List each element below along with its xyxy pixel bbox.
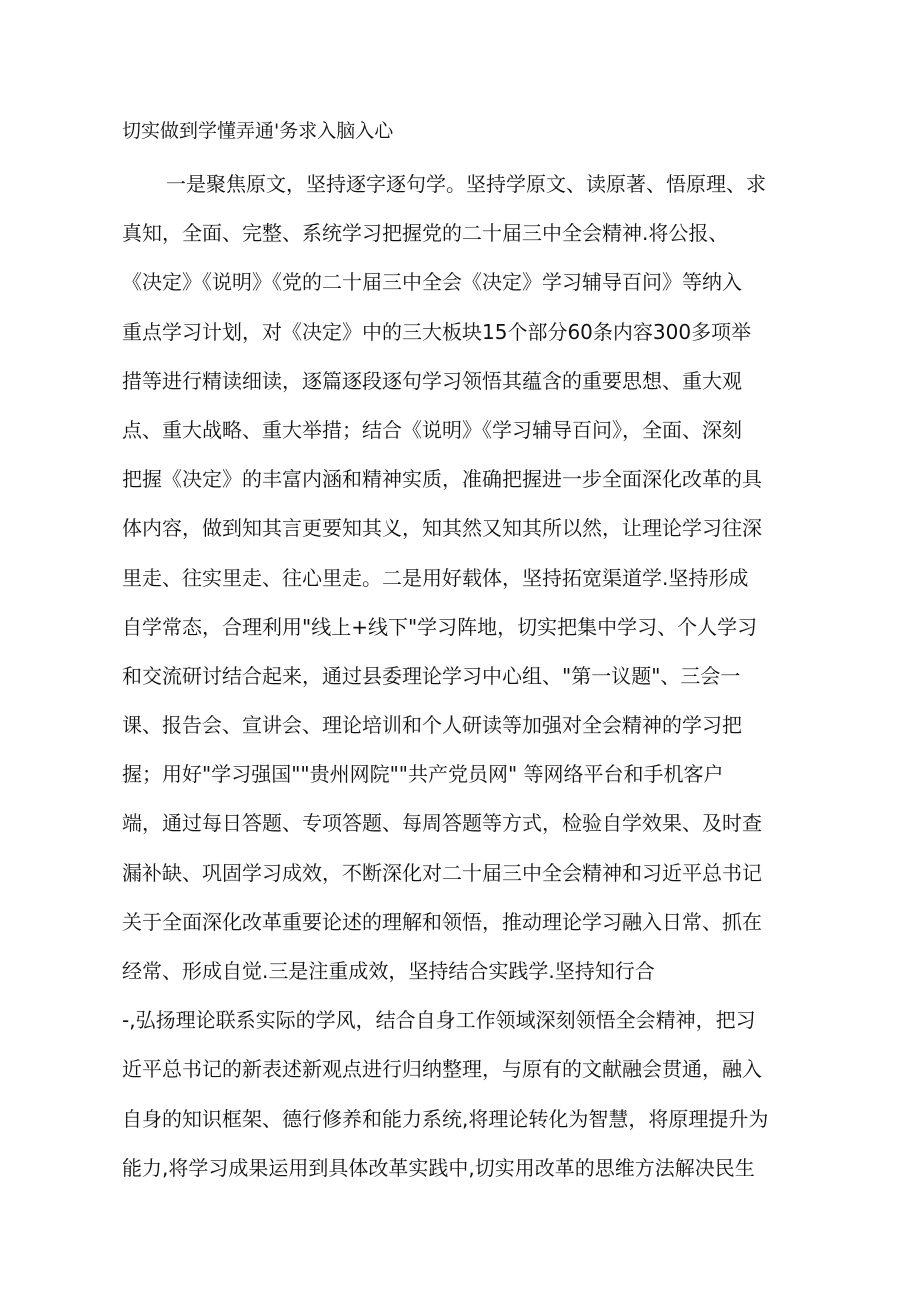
text-line: 能力,将学习成果运用到具体改革实践中,切实用改革的思维方法解决民生 — [122, 1155, 755, 1180]
text-line: 自身的知识框架、德行修养和能力系统,将理论转化为智慧，将原理提升为 — [122, 1106, 769, 1131]
text-line: 握；用好"学习强国""贵州网院""共产党员网" 等网络平台和手机客户 — [122, 762, 724, 787]
text-line: 把握《决定》的丰富内涵和精神实质，准确把握进一步全面深化改革的具 — [122, 467, 762, 492]
section-heading: 切实做到学懂弄通'务求入脑入心 — [122, 120, 394, 142]
text-line: 自学常态，合理利用"线上+线下"学习阵地，切实把集中学习、个人学习 — [122, 614, 758, 639]
text-line: 一是聚焦原文，坚持逐字逐句学。坚持学原文、读原著、悟原理、求 — [166, 172, 766, 196]
text-line: -,弘扬理论联系实际的学风，结合自身工作领域深刻领悟全会精神，把习 — [122, 1008, 756, 1033]
text-line: 近平总书记的新表述新观点进行归纳整理，与原有的文献融会贯通，融入 — [122, 1057, 762, 1082]
body-paragraph — [122, 168, 802, 1201]
text-line: 端，通过每日答题、专项答题、每周答题等方式，检验自学效果、及时查 — [122, 811, 762, 836]
text-line: 重点学习计划，对《决定》中的三大板块15个部分60条内容300多项举 — [122, 319, 752, 344]
text-line: 关于全面深化改革重要论述的理解和领悟，推动理论学习融入日常、抓在 — [122, 909, 762, 934]
text-line: 真知，全面、完整、系统学习把握党的二十届三中全会精神.将公报、 — [122, 221, 729, 246]
text-line: 课、报告会、宣讲会、理论培训和个人研读等加强对全会精神的学习把 — [122, 713, 742, 738]
text-line: 措等进行精读细读，逐篇逐段逐句学习领悟其蕴含的重要思想、重大观 — [122, 368, 742, 393]
text-line: 里走、往实里走、往心里走。二是用好载体，坚持拓宽渠道学.坚持形成 — [122, 565, 749, 590]
text-line: 和交流研讨结合起来，通过县委理论学习中心组、"第一议题"、三会一 — [122, 663, 741, 688]
text-line: 点、重大战略、重大举措；结合《说明》《学习辅导百问》，全面、深刻 — [122, 417, 742, 442]
text-line: 经常、形成自觉.三是注重成效，坚持结合实践学.坚持知行合 — [122, 959, 655, 983]
text-line: 漏补缺、巩固学习成效，不断深化对二十届三中全会精神和习近平总书记 — [122, 860, 762, 885]
text-line: 体内容，做到知其言更要知其义，知其然又知其所以然，让理论学习往深 — [122, 516, 762, 541]
text-line: 《决定》《说明》《党的二十届三中全会《决定》学习辅导百问》等纳入 — [122, 270, 742, 295]
